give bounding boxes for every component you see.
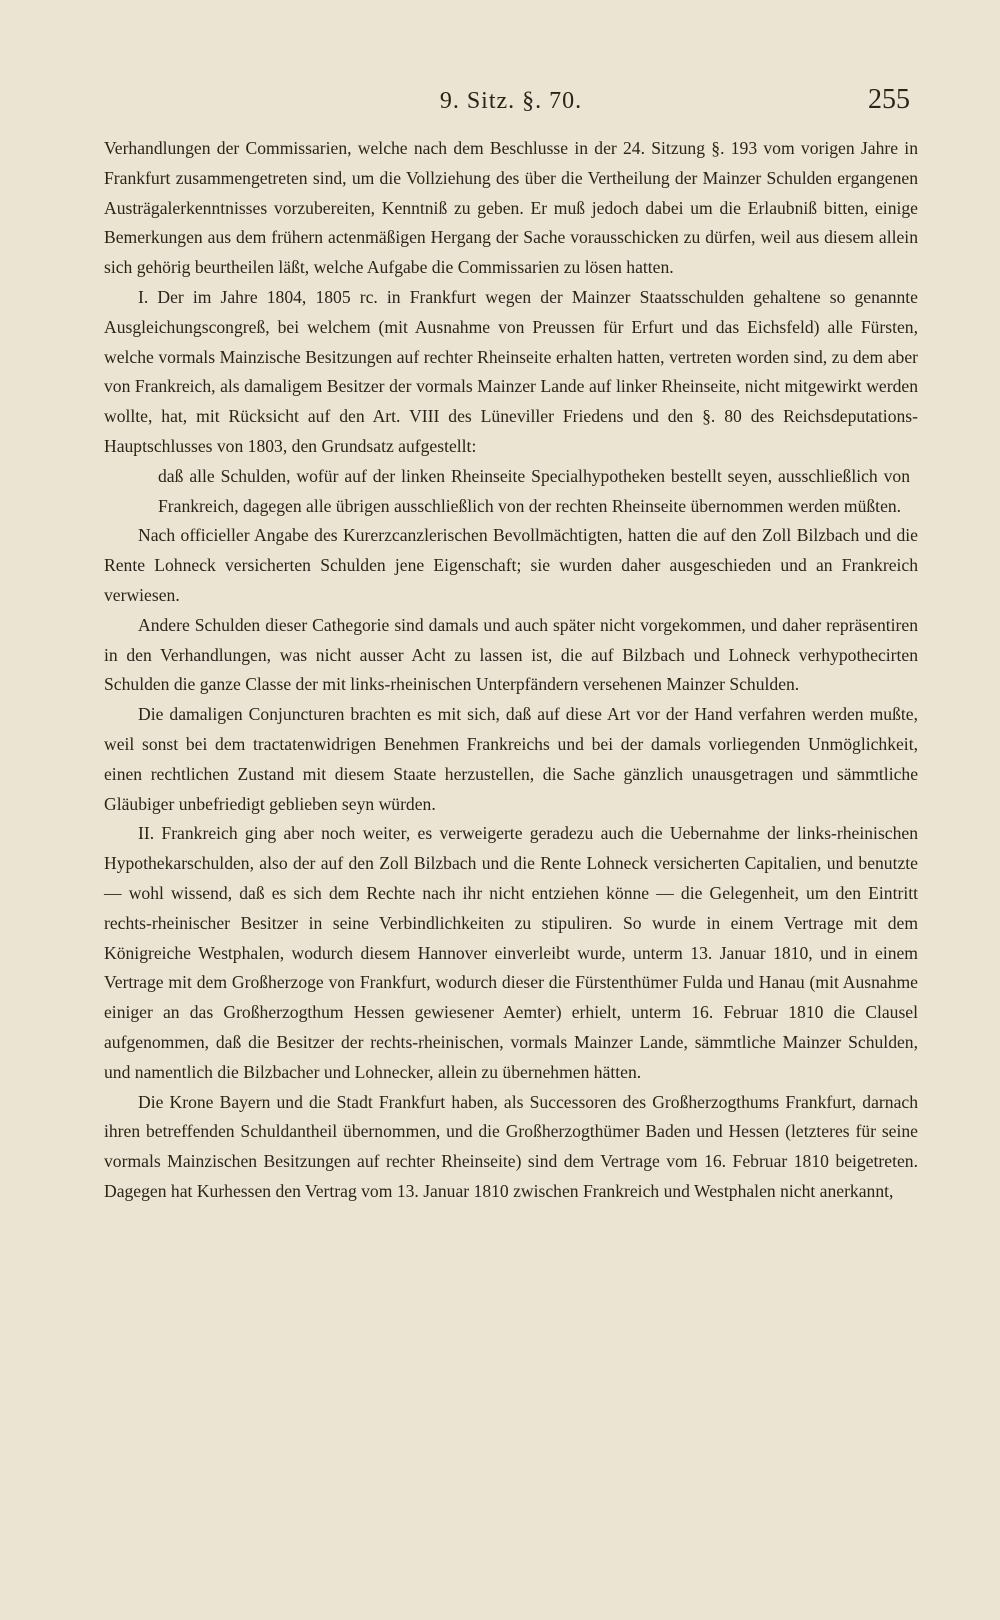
page-number: 255	[868, 84, 910, 115]
running-head: 9. Sitz. §. 70.	[439, 88, 583, 114]
paragraph-conjunctures: Die damaligen Conjuncturen brachten es mit sich, daß auf diese Art vor der Hand verfahren werden mußte, weil sonst bei dem tractatenwidrigen Benehmen Frankreichs und bei der damals vorliegenden Unmöglichkeit, einen rechtlichen Zustand mit diesem Staate herzustellen, die Sache gänzlich unausgetragen und sämmtliche Gläubiger unbefriedigt geblieben seyn würden.	[104, 704, 918, 814]
paragraph-bavaria-frankfurt: Die Krone Bayern und die Stadt Frankfurt haben, als Successoren des Großherzogthums Frankfurt, darnach ihren betreffenden Schuldantheil übernommen, und die Großherzogthümer Baden und Hessen (letzteres für seine vormals Mainzischen Besitzungen auf rechter Rheinseite) sind dem Vertrage vom 16. Februar 1810 beigetreten. Dagegen hat Kurhessen den Vertrag vom 13. Januar 1810 zwischen Frankreich und Westphalen nicht anerkannt,	[104, 1091, 918, 1201]
paragraph-section-2: II. Frankreich ging aber noch weiter, es verweigerte geradezu auch die Uebernahme der links-rheinischen Hypothekarschulden, also der auf den Zoll Bilzbach und die Rente Lohneck versicherten Capitalien, und benutzte — wohl wissend, daß es sich dem Rechte nach ihr nicht entziehen könne — die Gelegenheit, um den Eintritt rechts-rheinischer Besitzer in seine Verbindlichkeiten zu stipuliren. So wurde in einem Vertrage mit dem Königreiche Westphalen, wodurch diesem Hannover einverleibt wurde, unterm 13. Januar 1810, und in einem Vertrage mit dem Großherzoge von Frankfurt, wodurch dieser die Fürstenthümer Fulda und Hanau (mit Ausnahme einiger an das Großherzogthum Hessen gewiesener Aemter) erhielt, unterm 16. Februar 1810 die Clausel aufgenommen, daß die Besitzer der rechts-rheinischen, vormals Mainzer Lande, sämmtliche Mainzer Schulden, und namentlich die Bilzbacher und Lohnecker, allein zu übernehmen hätten.	[104, 823, 918, 1082]
body-text	[104, 134, 918, 1207]
paragraph-principle-quote: daß alle Schulden, wofür auf der linken Rheinseite Specialhypotheken bestellt seyen, ausschließlich von Frankreich, dagegen alle übrigen ausschließlich von der rechten Rheinseite übernommen werden müßten.	[158, 465, 910, 516]
paragraph-other-debts: Andere Schulden dieser Cathegorie sind damals und auch später nicht vorgekommen, und daher repräsentiren in den Verhandlungen, was nicht ausser Acht zu lassen ist, die auf Bilzbach und Lohneck verhypothecirten Schulden die ganze Classe der mit links-rheinischen Unterpfändern versehenen Mainzer Schulden.	[104, 614, 918, 695]
page-header	[104, 84, 918, 128]
paragraph-section-1: I. Der im Jahre 1804, 1805 rc. in Frankfurt wegen der Mainzer Staatsschulden gehaltene so genannte Ausgleichungscongreß, bei welchem (mit Ausnahme von Preussen für Erfurt und das Eichsfeld) alle Fürsten, welche vormals Mainzische Besitzungen auf rechter Rheinseite erhalten hatten, vertreten worden sind, zu dem aber von Frankreich, als damaligem Besitzer der vormals Mainzer Lande auf linker Rheinseite, nicht mitgewirkt werden wollte, hat, mit Rücksicht auf den Art. VIII des Lüneviller Friedens und den §. 80 des Reichsdeputations-Hauptschlusses von 1803, den Grundsatz aufgestellt:	[104, 286, 918, 456]
paragraph-official-statement: Nach officieller Angabe des Kurerzcanzlerischen Bevollmächtigten, hatten die auf den Zoll Bilzbach und die Rente Lohneck versicherten Schulden jene Eigenschaft; sie wurden daher ausgeschieden und an Frankreich verwiesen.	[104, 525, 918, 605]
paragraph-continuation: Verhandlungen der Commissarien, welche nach dem Beschlusse in der 24. Sitzung §. 193 vom vorigen Jahre in Frankfurt zusammengetreten sind, um die Vollziehung des über die Vertheilung der Mainzer Schulden ergangenen Austrägalerkenntnisses vorzubereiten, Kenntniß zu geben. Er muß jedoch dabei um die Erlaubniß bitten, einige Bemerkungen aus dem frühern actenmäßigen Hergang der Sache vorausschicken zu dürfen, weil aus diesem allein sich gehörig beurtheilen läßt, welche Aufgabe die Commissarien zu lösen hatten.	[104, 138, 918, 278]
